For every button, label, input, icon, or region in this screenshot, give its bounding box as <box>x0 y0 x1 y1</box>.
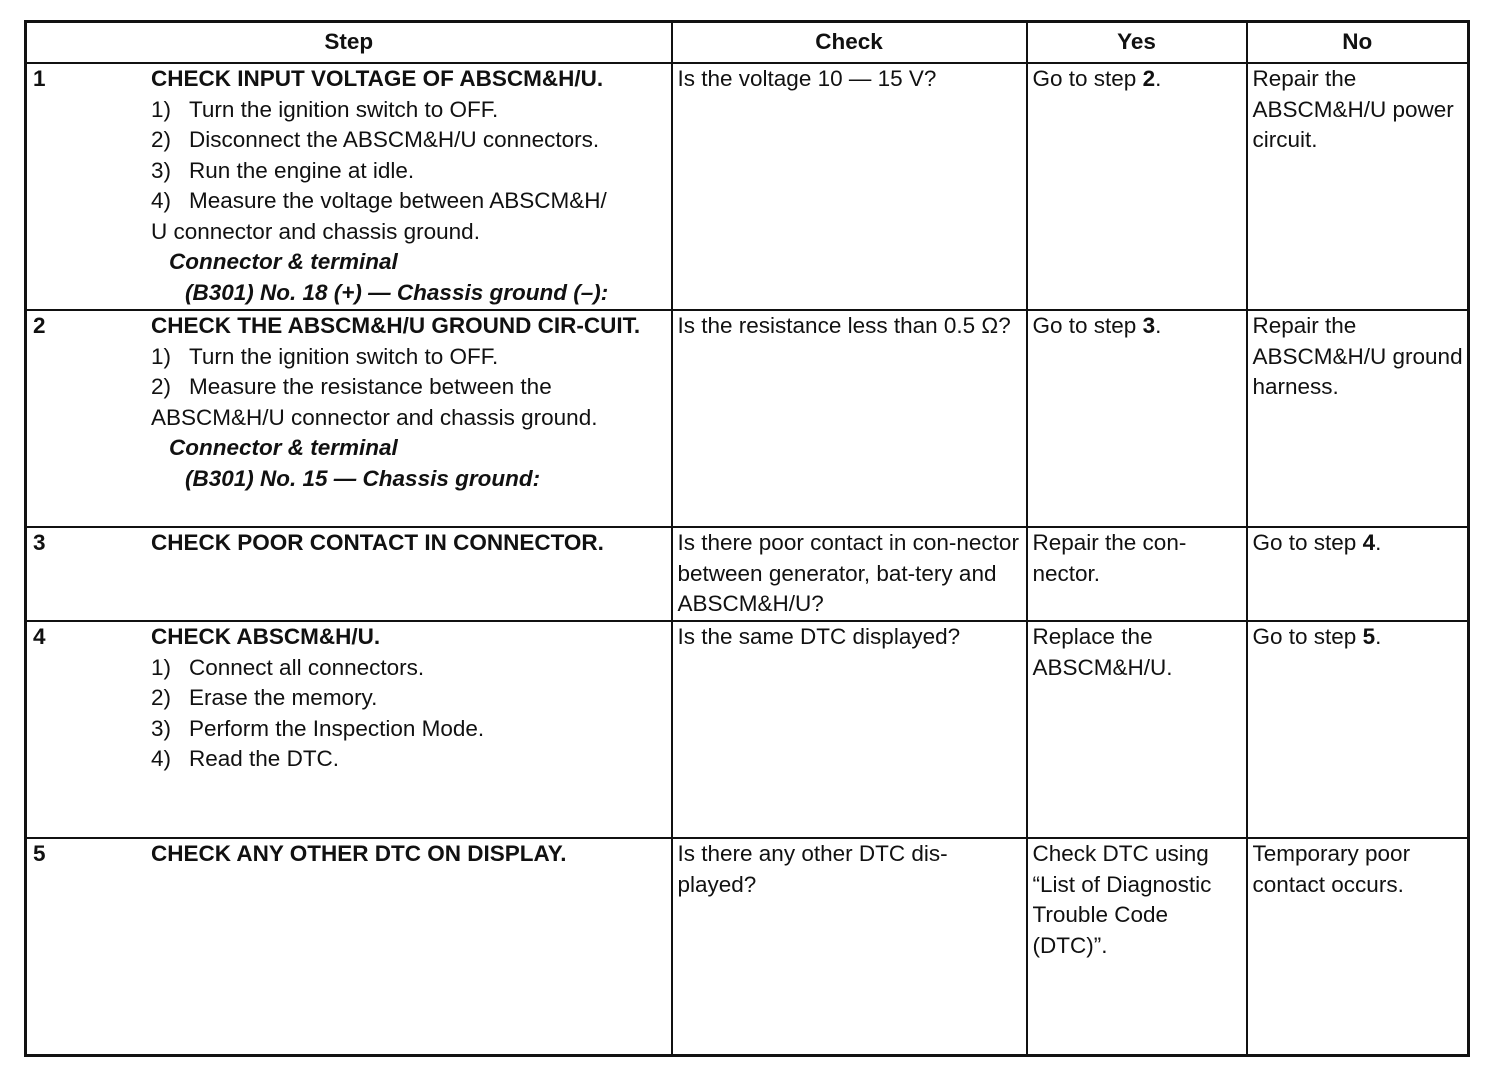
step-cell <box>26 621 672 838</box>
header-row <box>26 22 1469 64</box>
step-number: 5 <box>33 841 46 866</box>
header-no: No <box>1247 22 1469 64</box>
connector-label: Connector & terminal <box>169 249 398 274</box>
sub-step-continuation: ABSCM&H/U connector and chassis ground. <box>151 404 598 430</box>
sub-step: 3) Run the engine at idle. <box>151 157 415 183</box>
connector-spec: (B301) No. 18 (+) — Chassis ground (–): <box>185 279 609 305</box>
diagnostic-table <box>24 20 1470 1057</box>
step-cell <box>26 63 672 310</box>
yes-cell: Replace the ABSCM&H/U. <box>1027 621 1247 838</box>
header-yes: Yes <box>1027 22 1247 64</box>
check-cell: Is the same DTC displayed? <box>672 621 1027 838</box>
step-title: CHECK THE ABSCM&H/U GROUND CIR-CUIT. <box>151 313 641 338</box>
check-cell: Is there any other DTC dis-played? <box>672 838 1027 1055</box>
step-number: 3 <box>33 530 46 555</box>
sub-step: 1) Connect all connectors. <box>151 654 425 680</box>
step-number: 2 <box>33 313 46 338</box>
table-row <box>26 621 1469 838</box>
step-title: CHECK ABSCM&H/U. <box>151 624 381 649</box>
sub-step: 3) Perform the Inspection Mode. <box>151 715 485 741</box>
step-number: 4 <box>33 624 46 649</box>
step-title: CHECK INPUT VOLTAGE OF ABSCM&H/U. <box>151 66 604 91</box>
step-title: CHECK ANY OTHER DTC ON DISPLAY. <box>151 841 567 866</box>
connector-label: Connector & terminal <box>169 435 398 460</box>
yes-cell: Go to step 3. <box>1027 310 1247 527</box>
sub-step: 1) Turn the ignition switch to OFF. <box>151 96 499 122</box>
sub-step: 2) Disconnect the ABSCM&H/U connectors. <box>151 127 600 152</box>
table-row <box>26 838 1469 1055</box>
yes-cell: Check DTC using “List of Diagnostic Trouble Code (DTC)”. <box>1027 838 1247 1055</box>
step-cell <box>26 838 672 1055</box>
table-row <box>26 310 1469 527</box>
no-cell: Go to step 4. <box>1247 527 1469 621</box>
no-cell: Repair the ABSCM&H/U power circuit. <box>1247 63 1469 310</box>
sub-step: 4) Read the DTC. <box>151 746 340 771</box>
sub-step: 2) Erase the memory. <box>151 685 378 710</box>
no-cell: Repair the ABSCM&H/U ground harness. <box>1247 310 1469 527</box>
sub-step: 4) Measure the voltage between ABSCM&H/ <box>151 188 607 213</box>
step-cell <box>26 527 672 621</box>
yes-cell: Go to step 2. <box>1027 63 1247 310</box>
yes-cell: Repair the con-nector. <box>1027 527 1247 621</box>
check-cell: Is the resistance less than 0.5 Ω? <box>672 310 1027 527</box>
check-cell: Is the voltage 10 — 15 V? <box>672 63 1027 310</box>
header-check: Check <box>672 22 1027 64</box>
check-cell: Is there poor contact in con-nector between generator, bat-tery and ABSCM&H/U? <box>672 527 1027 621</box>
no-cell: Temporary poor contact occurs. <box>1247 838 1469 1055</box>
header-step: Step <box>26 22 672 64</box>
sub-step-continuation: U connector and chassis ground. <box>151 218 480 244</box>
table-row <box>26 63 1469 310</box>
step-cell <box>26 310 672 527</box>
step-number: 1 <box>33 66 46 91</box>
sub-step: 2) Measure the resistance between the <box>151 374 552 399</box>
sub-step: 1) Turn the ignition switch to OFF. <box>151 343 499 369</box>
no-cell: Go to step 5. <box>1247 621 1469 838</box>
connector-spec: (B301) No. 15 — Chassis ground: <box>185 465 541 491</box>
table-row <box>26 527 1469 621</box>
step-title: CHECK POOR CONTACT IN CONNECTOR. <box>151 530 604 555</box>
